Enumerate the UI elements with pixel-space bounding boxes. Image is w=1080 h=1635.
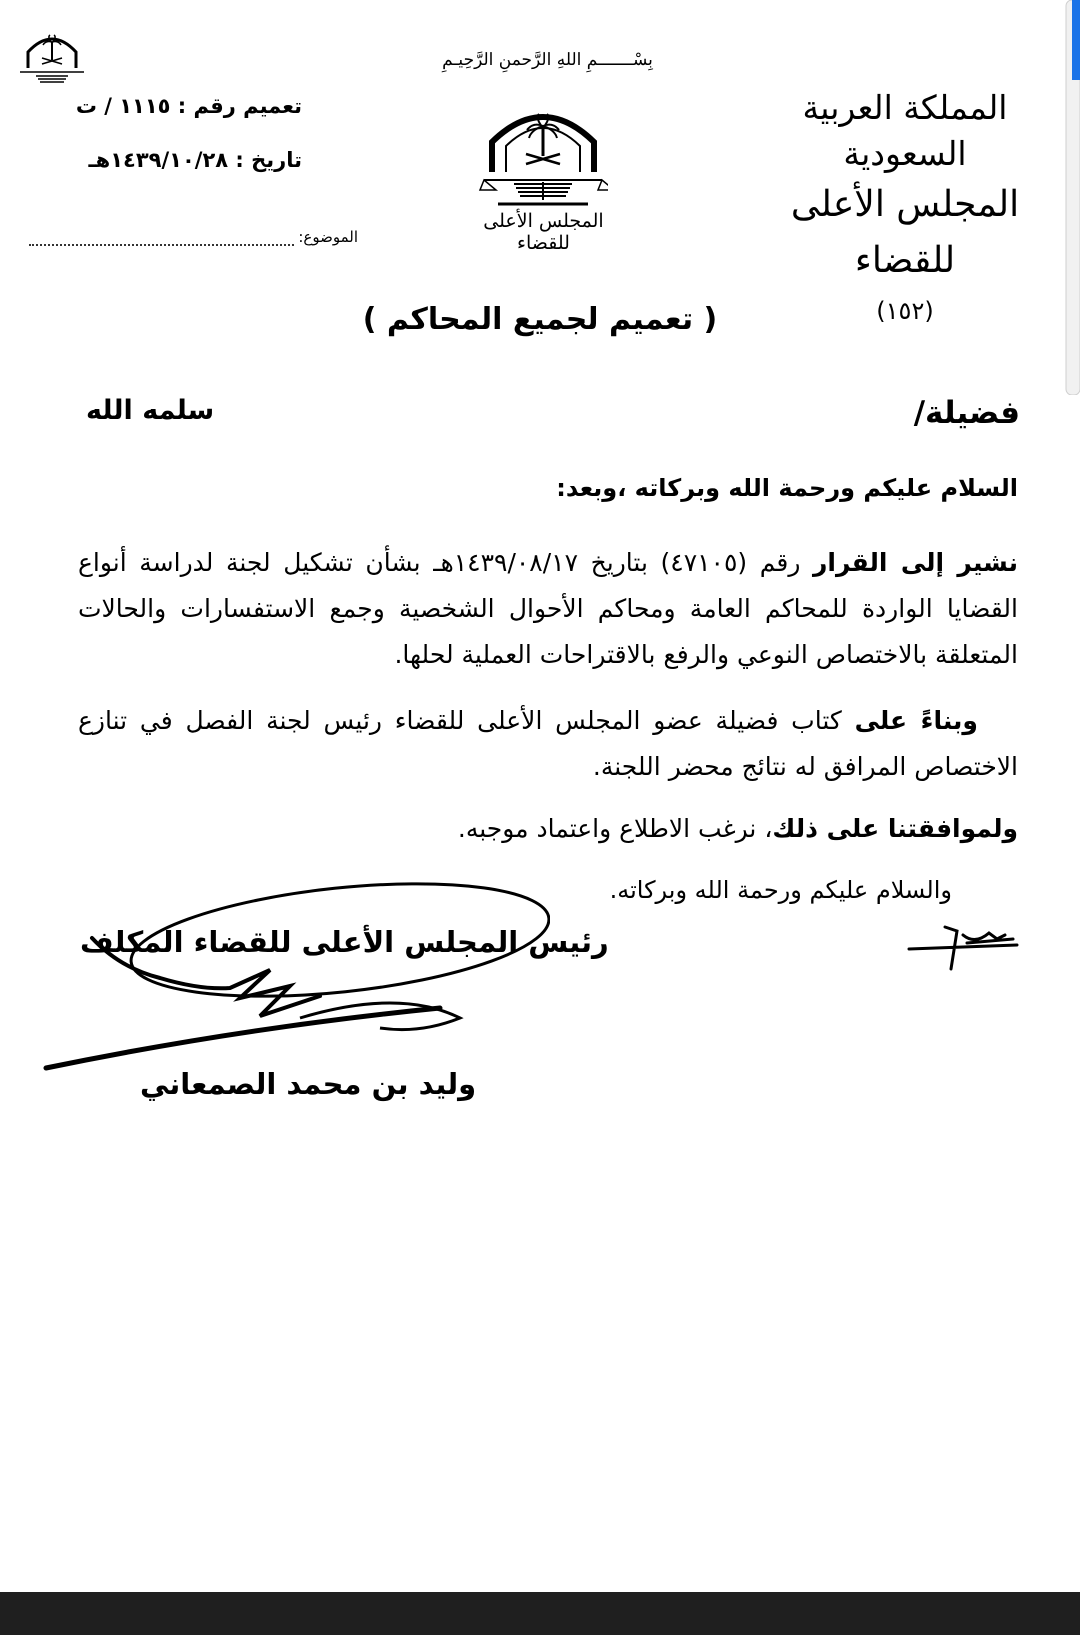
signatory-title: رئيس المجلس الأعلى للقضاء المكلف <box>80 925 609 959</box>
paragraph-1-lead: نشير إلى القرار <box>813 548 1019 577</box>
council-emblem-icon <box>478 100 608 208</box>
paragraph-2 <box>78 698 1018 790</box>
small-emblem-icon <box>18 28 86 90</box>
signatory-name: وليد بن محمد الصمعاني <box>140 1067 477 1101</box>
paragraph-3-lead: ولموافقتنا على ذلك <box>772 814 1018 843</box>
closing-line: والسلام عليكم ورحمة الله وبركاته. <box>609 876 952 904</box>
paragraph-1-text: رقم (٤٧١٠٥) بتاريخ ١٤٣٩/٠٨/١٧هـ بشأن تشكيل لجنة لدراسة أنواع القضايا الواردة للمحاكم العامة ومحاكم الأحوال الشخصية وجمع الاستفسارات والحالات المتعلقة بالاختصاص النوعي والرفع بالاقتراحات العملية لحلها. <box>78 548 1018 669</box>
emblem-caption: المجلس الأعلى للقضاء <box>483 210 604 254</box>
reference-code: (١٥٢) <box>876 297 934 325</box>
kingdom-name: المملكة العربية السعودية <box>802 88 1008 173</box>
blessing: سلمه الله <box>86 395 215 426</box>
paragraph-1 <box>78 540 1018 678</box>
subject-dots <box>29 230 294 246</box>
scroll-edge <box>1058 0 1080 395</box>
paragraph-3-text: ، نرغب الاطلاع واعتماد موجبه. <box>457 814 773 843</box>
letterhead-right <box>740 85 1070 331</box>
initials-signature <box>905 905 1025 975</box>
paragraph-2-lead: وبناءً على <box>854 706 978 735</box>
handwritten-signature <box>40 878 550 1078</box>
bismillah: بِسْـــــــمِ اللهِ الرَّحمنِ الرَّحِيـمِ <box>442 50 653 70</box>
greeting: السلام عليكم ورحمة الله وبركاته ،وبعد: <box>556 474 1018 502</box>
bottom-bar <box>0 1592 1080 1635</box>
circular-date: تاريخ : ١٤٣٩/١٠/٢٨هـ <box>88 148 302 172</box>
circular-number: تعميم رقم : ١١١٥ / ت <box>75 94 302 118</box>
document-title: ( تعميم لجميع المحاكم ) <box>362 302 718 337</box>
council-name: المجلس الأعلى للقضاء <box>790 184 1020 281</box>
paragraph-3 <box>78 806 1018 852</box>
paragraph-2-text: كتاب فضيلة عضو المجلس الأعلى للقضاء رئيس لجنة الفصل في تنازع الاختصاص المرافق له نتائج محضر اللجنة. <box>78 706 1018 781</box>
addressee: فضيلة/ <box>913 395 1020 431</box>
subject-line <box>28 228 358 246</box>
letterhead-left <box>22 90 302 176</box>
subject-label: الموضوع: <box>298 228 358 246</box>
